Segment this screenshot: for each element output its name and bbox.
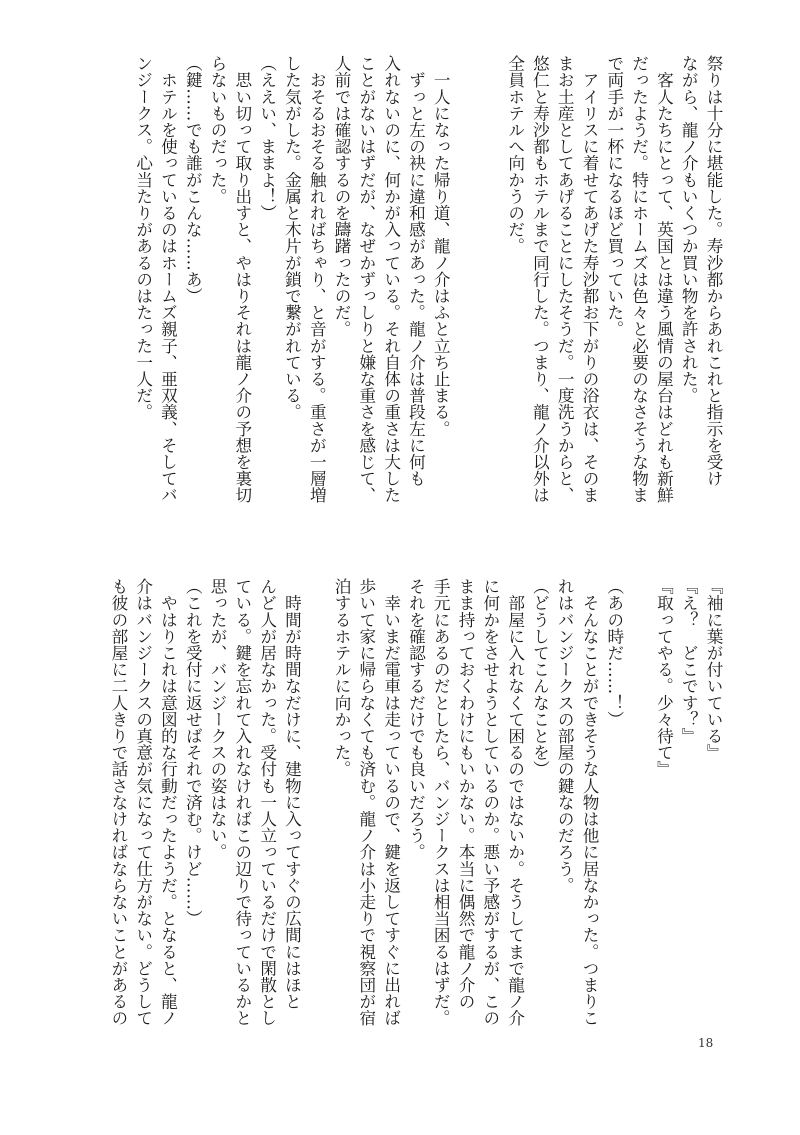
text-column: まお土産としてあげることにしたそうだ。一度洗うからと、	[555, 55, 575, 504]
text-column: れはバンジークスの部屋の鍵なのだろう。	[555, 578, 575, 894]
text-column: ながら、龍ノ介もいくつか買い物を許された。	[679, 55, 699, 404]
text-column: で両手が一杯になるほど買っていた。	[604, 55, 624, 338]
text-column: した気がした。金属と木片が鎖で繋がれている。	[282, 55, 302, 421]
text-column: ずっと左の袂に違和感があった。龍ノ介は普段左に何も	[406, 55, 426, 487]
scene-break-spacer	[303, 578, 328, 1038]
text-column: らないものだった。	[208, 55, 228, 205]
scene-break-spacer	[477, 55, 502, 515]
text-column: 部屋に入れなくて困るのではないか。そうしてまで龍ノ介	[505, 578, 525, 1027]
text-column: 手元にあるのだとしたら、バンジークスは相当困るはずだ。	[431, 578, 451, 1027]
text-column: に何かをさせようとしているのか。悪い予感がするが、この	[480, 578, 500, 1027]
text-column: 『え？ どこです？』	[679, 578, 699, 744]
line-spacer	[626, 578, 651, 1038]
text-column: おそるおそる触れればちゃり、と音がする。重さが一層増	[307, 55, 327, 504]
text-column: 泊するホテルに向かった。	[332, 578, 352, 778]
text-column: 思い切って取り出すと、やはりそれは龍ノ介の予想を裏切	[232, 55, 252, 504]
text-column: 悠仁と寿沙都もホテルまで同行した。つまり、龍ノ介以外は	[530, 55, 550, 504]
text-column: やはりこれは意図的な行動だったようだ。となると、龍ノ	[158, 578, 178, 1027]
text-column: （これを受付に返せばそれで済む。けど……）	[183, 578, 203, 927]
text-column: 幸いまだ電車は走っているので、鍵を返してすぐに出れば	[381, 578, 401, 1027]
text-column: んど人が居なかった。受付も一人立っているだけで閑散とし	[257, 578, 277, 1027]
text-column: 介はバンジークスの真意が気になって仕方がない。どうして	[133, 578, 153, 1027]
upper-text-block	[130, 55, 725, 515]
text-column: ことがないはずだが、なぜかずっしりと嫌な重さを感じて、	[356, 55, 376, 504]
text-column: （あの時だ……！）	[604, 578, 624, 728]
text-column: 人前では確認するのを躊躇ったのだ。	[332, 55, 352, 338]
text-column: そんなことができそうな人物は他に居なかった。つまりこ	[580, 578, 600, 1027]
text-column: （どうしてこんなことを）	[530, 578, 550, 778]
text-column: 全員ホテルへ向かうのだ。	[505, 55, 525, 255]
text-column: 『取ってやる。少々待て』	[654, 578, 674, 778]
text-column: それを確認するだけでも良いだろう。	[406, 578, 426, 861]
text-column: 客人たちにとって、英国とは違う風情の屋台はどれも新鮮	[654, 55, 674, 504]
text-column: まま持っておくわけにもいかない。本当に偶然で龍ノ介の	[456, 578, 476, 1010]
page-number: 18	[698, 1036, 714, 1050]
text-column: だったようだ。特にホームズは色々と必要のなさそうな物ま	[629, 55, 649, 504]
text-column: ている。鍵を忘れて入れなければこの辺りで待っているかと	[232, 578, 252, 1027]
text-column: ホテルを使っているのはホームズ親子、亜双義、そしてバ	[158, 55, 178, 504]
text-column: 『袖に葉が付いている』	[704, 578, 723, 761]
text-column: も彼の部屋に二人きりで話さなければならないことがあるの	[108, 578, 128, 1027]
text-column: アイリスに着せてあげた寿沙都お下がりの浴衣は、そのま	[580, 55, 600, 504]
text-column: 祭りは十分に堪能した。寿沙都からあれこれと指示を受け	[704, 55, 723, 487]
text-column: （鍵……でも誰がこんな……あ）	[183, 55, 203, 304]
text-column: （ええい、ままよ！）	[257, 55, 277, 221]
text-column: 時間が時間なだけに、建物に入ってすぐの広間にはほと	[282, 578, 302, 1010]
text-column: 一人になった帰り道、龍ノ介はふと立ち止まる。	[431, 55, 451, 437]
text-column: 思ったが、バンジークスの姿はない。	[208, 578, 228, 861]
text-column: 歩いて家に帰らなくても済む。龍ノ介は小走りで視察団が宿	[356, 578, 376, 1027]
text-column: 入れないのに、何かが入っている。それ自体の重さは大した	[381, 55, 401, 504]
lower-text-block	[105, 578, 725, 1038]
text-column: ンジークス。心当たりがあるのはたった一人だ。	[133, 55, 153, 421]
scene-break-spacer	[452, 55, 477, 515]
